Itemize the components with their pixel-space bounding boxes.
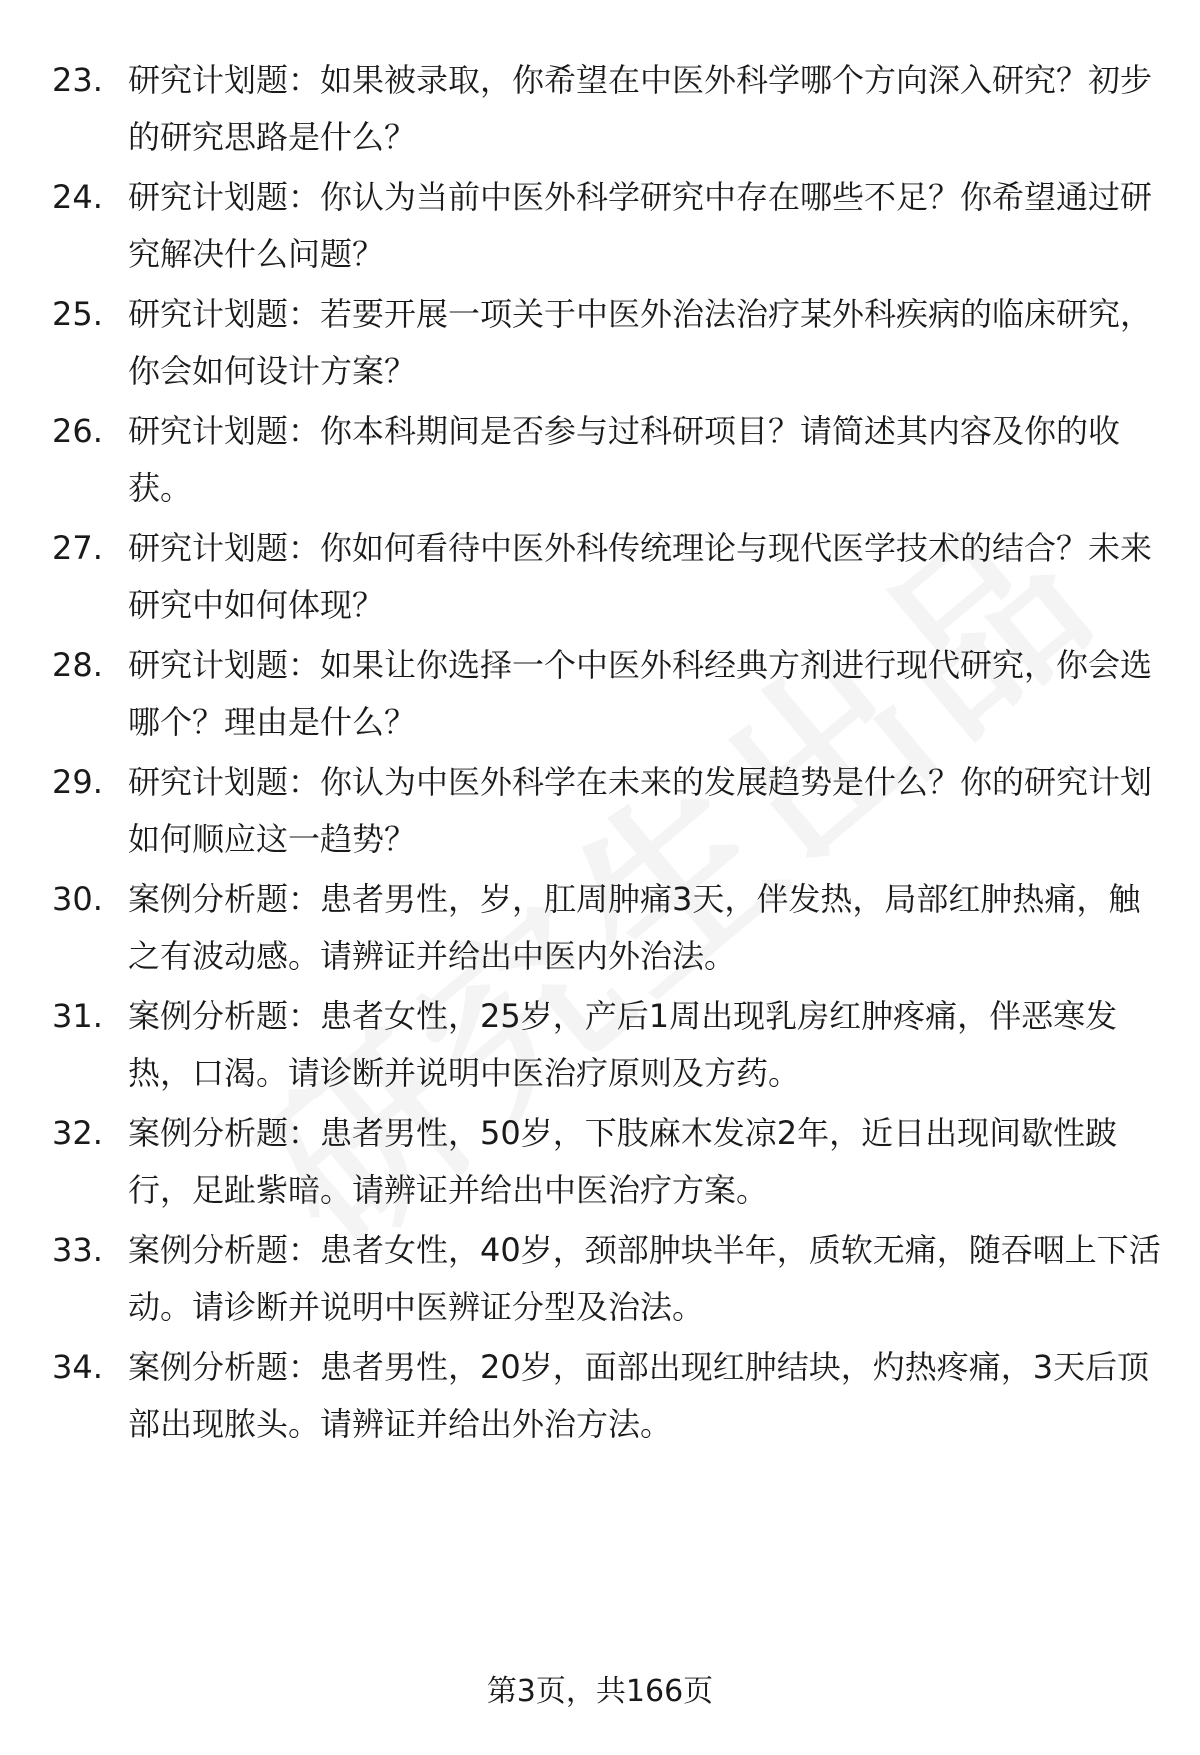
question-number: 26. (52, 412, 103, 450)
list-item (52, 754, 1162, 868)
question-number: 30. (52, 880, 103, 918)
page-number-footer: 第3页，共166页 (486, 1674, 714, 1709)
question-text: 案例分析题：患者女性，40岁，颈部肿块半年，质软无痛，随吞咽上下活动。请诊断并说明中医辨证分型及治法。 (128, 1231, 1161, 1326)
question-number: 28. (52, 646, 103, 684)
question-text: 研究计划题：如果被录取，你希望在中医外科学哪个方向深入研究？初步的研究思路是什么？ (128, 61, 1153, 156)
question-text: 研究计划题：如果让你选择一个中医外科经典方剂进行现代研究，你会选哪个？理由是什么？ (128, 646, 1153, 741)
list-item (52, 169, 1162, 283)
question-number: 23. (52, 61, 103, 99)
list-item (52, 1105, 1162, 1219)
question-text: 研究计划题：你认为当前中医外科学研究中存在哪些不足？你希望通过研究解决什么问题？ (128, 178, 1153, 273)
list-item (52, 871, 1162, 985)
question-text: 研究计划题：你本科期间是否参与过科研项目？请简述其内容及你的收获。 (128, 412, 1121, 507)
list-item (52, 988, 1162, 1102)
question-number: 25. (52, 295, 103, 333)
question-text: 案例分析题：患者男性，20岁，面部出现红肿结块，灼热疼痛，3天后顶部出现脓头。请辨证并给出外治方法。 (128, 1348, 1150, 1443)
list-item (52, 637, 1162, 751)
list-item (52, 52, 1162, 166)
question-text: 案例分析题：患者男性，岁，肛周肿痛3天，伴发热，局部红肿热痛，触之有波动感。请辨证并给出中医内外治法。 (128, 880, 1141, 975)
list-item (52, 520, 1162, 634)
list-item (52, 1222, 1162, 1336)
list-item (52, 403, 1162, 517)
question-number: 33. (52, 1231, 103, 1269)
question-number: 27. (52, 529, 103, 567)
list-item (52, 286, 1162, 400)
list-item (52, 1339, 1162, 1453)
question-text: 研究计划题：你认为中医外科学在未来的发展趋势是什么？你的研究计划如何顺应这一趋势？ (128, 763, 1153, 858)
question-text: 案例分析题：患者女性，25岁，产后1周出现乳房红肿疼痛，伴恶寒发热，口渴。请诊断并说明中医治疗原则及方药。 (128, 997, 1118, 1092)
question-number: 31. (52, 997, 103, 1035)
question-text: 案例分析题：患者男性，50岁，下肢麻木发凉2年，近日出现间歇性跛行，足趾紫暗。请辨证并给出中医治疗方案。 (128, 1114, 1118, 1209)
question-text: 研究计划题：若要开展一项关于中医外治法治疗某外科疾病的临床研究，你会如何设计方案？ (128, 295, 1153, 390)
question-number: 24. (52, 178, 103, 216)
question-text: 研究计划题：你如何看待中医外科传统理论与现代医学技术的结合？未来研究中如何体现？ (128, 529, 1153, 624)
question-number: 29. (52, 763, 103, 801)
question-number: 32. (52, 1114, 103, 1152)
question-number: 34. (52, 1348, 103, 1386)
